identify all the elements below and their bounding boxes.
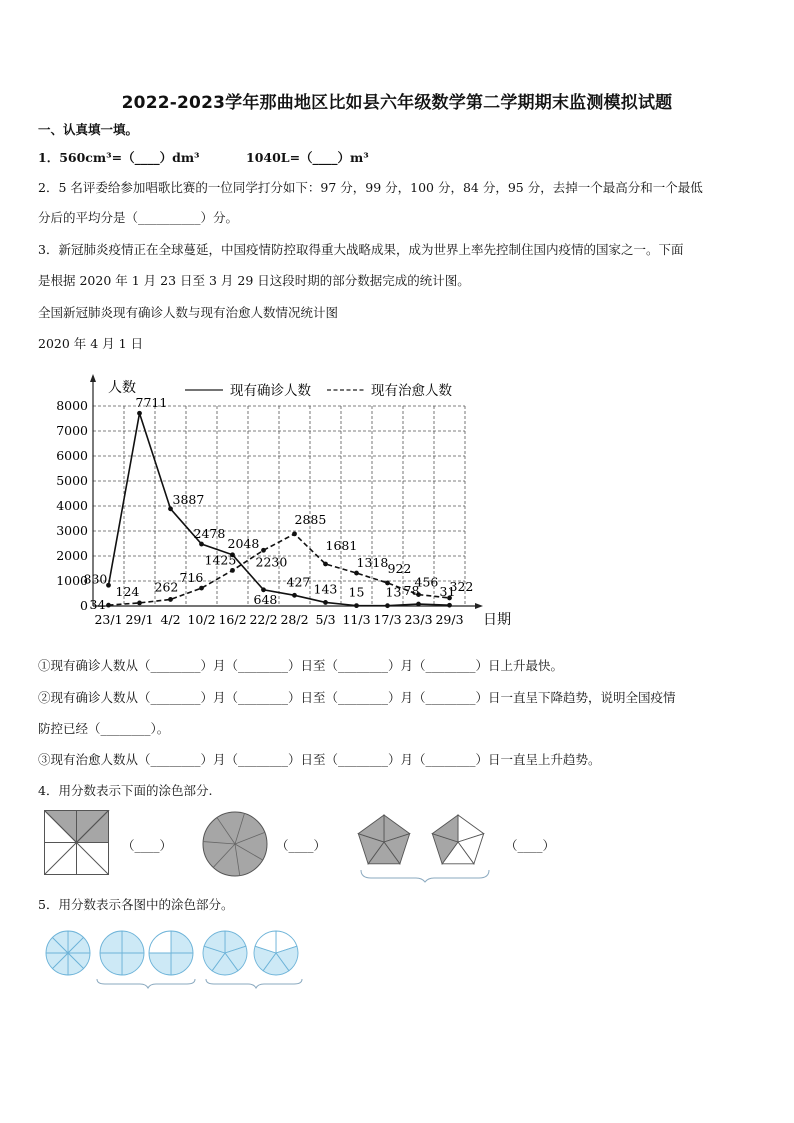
data-point [354,571,359,576]
x-tick-label: 5/3 [315,612,336,627]
question-1-part-b: 1040L=（____）m³ [246,150,369,165]
y-tick-label: 7000 [56,423,88,438]
fraction-circle [100,931,144,975]
x-tick-label: 16/2 [218,612,247,627]
x-tick-label: 4/2 [160,612,181,627]
data-label-cured: 1425 [204,552,237,568]
question-2-line-1: 2．5 名评委给参加唱歌比赛的一位同学打分如下：97 分，99 分，100 分，84 分，95 分，去掉一个最高分和一个最低 [38,180,703,195]
y-tick-label: 3000 [56,523,88,538]
data-label-confirmed: 143 [313,581,338,597]
data-label-cured: 262 [154,579,179,595]
data-point [323,600,328,605]
pentagon-figures [356,808,496,883]
line-chart [40,370,540,635]
data-label-confirmed: 78 [403,583,420,599]
question-3-sub-2-line-2: 防控已经（________）。 [38,721,170,736]
data-point [199,586,204,591]
data-label-confirmed: 15 [348,584,365,600]
data-label-confirmed: 427 [286,574,311,590]
x-tick-label: 29/3 [435,612,464,627]
data-label-confirmed: 13 [385,584,402,600]
data-label-confirmed: 7711 [135,395,168,411]
question-4: 4．用分数表示下面的涂色部分. [38,783,213,798]
brace [206,979,302,988]
data-point [168,506,173,511]
square-figure [44,810,110,876]
data-point [292,593,297,598]
question-3-sub-3: ③现有治愈人数从（________）月（________）日至（________）月（________）日一直呈上升趋势。 [38,752,601,767]
fraction-circle [203,931,247,975]
data-point [354,603,359,608]
fraction-slice [149,953,171,975]
fraction-slice [100,953,122,975]
question-3-sub-2-line-1: ②现有确诊人数从（________）月（________）日至（________）月（________）日一直呈下降趋势，说明全国疫情 [38,690,676,705]
x-tick-label: 28/2 [280,612,309,627]
fraction-slice [171,953,193,975]
data-point [168,597,173,602]
data-point [137,411,142,416]
data-point [447,603,452,608]
y-tick-label: 6000 [56,448,88,463]
page-title: 2022-2023学年那曲地区比如县六年级数学第二学期期末监测模拟试题 [121,93,673,113]
chart-caption: 全国新冠肺炎现有确诊人数与现有治愈人数情况统计图 [38,305,339,320]
chart-grid [93,406,465,606]
x-tick-label: 10/2 [187,612,216,627]
y-axis-label: 人数 [108,380,136,396]
y-tick-label: 4000 [56,498,88,513]
x-tick-label: 17/3 [373,612,402,627]
question-5: 5．用分数表示各图中的涂色部分。 [38,897,234,912]
y-tick-label: 2000 [56,548,88,563]
circle-figure [201,810,269,878]
fraction-slice [149,931,171,953]
legend-label-confirmed: 现有确诊人数 [230,383,311,399]
fraction-circles [40,926,305,992]
question-3-line-1: 3．新冠肺炎疫情正在全球蔓延，中国疫情防控取得重大战略成果，成为世界上率先控制住国内疫情的国家之一。下面 [38,242,684,257]
fraction-circle [254,931,298,975]
data-label-cured: 716 [179,570,204,586]
x-tick-label: 23/1 [94,612,123,627]
data-point [323,562,328,567]
chart-date: 2020 年 4 月 1 日 [38,336,144,351]
data-label-cured: 1681 [325,537,358,553]
data-label-confirmed: 2048 [227,535,260,551]
section-heading: 一、认真填一填。 [38,122,139,137]
data-label-cured: 2230 [255,554,288,570]
brace [97,979,195,988]
legend [185,382,452,399]
data-point [137,601,142,606]
y-tick-label: 1000 [56,573,88,588]
x-tick-label: 29/1 [125,612,154,627]
answer-blank-2: （____） [276,838,327,853]
brace [361,870,489,882]
data-point [416,602,421,607]
x-tick-label: 11/3 [342,612,371,627]
y-tick-label: 8000 [56,398,88,413]
y-tick-label: 5000 [56,473,88,488]
data-label-cured: 456 [414,574,439,590]
fraction-slice [171,931,193,953]
x-tick-label: 22/2 [249,612,278,627]
data-point [199,542,204,547]
fraction-slice [100,931,122,953]
legend-label-cured: 现有治愈人数 [371,383,452,399]
question-3-line-2: 是根据 2020 年 1 月 23 日至 3 月 29 日这段时期的部分数据完成的统计图。 [38,273,470,288]
fraction-circle [46,931,90,975]
pentagon-figure-1 [358,815,409,864]
data-label-cured: 124 [115,583,140,599]
data-label-cured: 1318 [356,555,389,571]
data-point [106,603,111,608]
question-1-part-a: 1．560cm³=（____）dm³ [38,150,200,165]
data-point [292,531,297,536]
y-tick-label: 0 [80,598,88,613]
data-label-confirmed: 31 [439,584,456,600]
data-point [261,548,266,553]
data-label-confirmed: 648 [253,591,278,607]
y-axis-arrow [90,374,96,382]
data-label-cured: 922 [387,560,412,576]
chart-labels [84,395,474,612]
data-label-confirmed: 2478 [193,526,226,542]
question-2-line-2: 分后的平均分是（__________）分。 [38,210,239,225]
data-label-confirmed: 830 [83,571,108,587]
data-point [385,603,390,608]
data-label-confirmed: 3887 [172,491,205,507]
fraction-slice [122,931,144,953]
answer-blank-1: （____） [122,838,173,853]
x-axis-label: 日期 [483,612,511,628]
data-label-cured: 34 [89,597,106,613]
answer-blank-3: （____） [505,838,556,853]
data-point [230,568,235,573]
fraction-slice [122,953,144,975]
question-3-sub-1: ①现有确诊人数从（________）月（________）日至（________）月（________）日上升最快。 [38,658,564,673]
pentagon-figure-2 [432,815,483,864]
x-axis-arrow [475,603,483,609]
fraction-circle [149,931,193,975]
data-label-cured: 322 [449,578,474,594]
x-tick-label: 23/3 [404,612,433,627]
data-label-cured: 2885 [294,511,327,527]
